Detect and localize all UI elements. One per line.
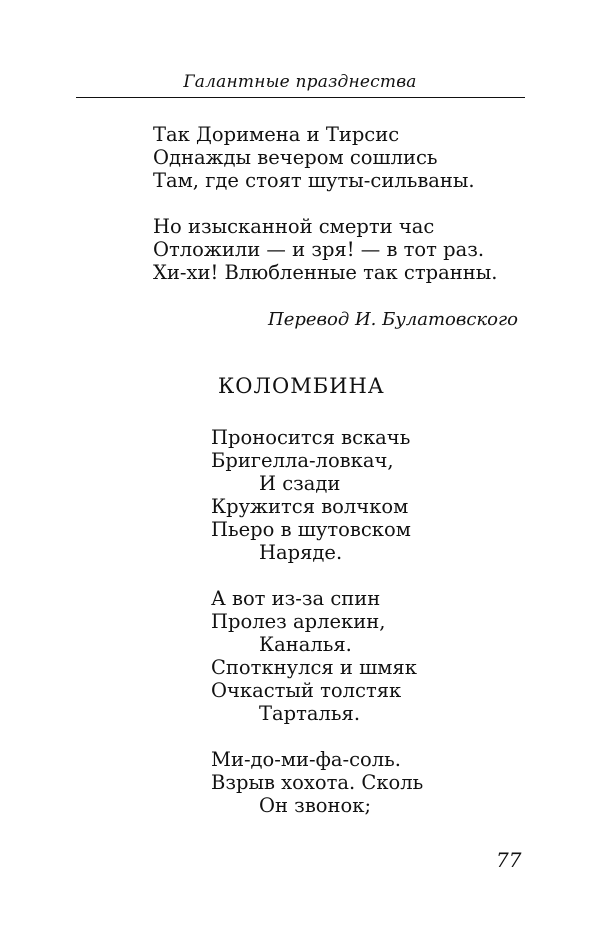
page-number: 77 bbox=[496, 848, 522, 872]
verse-line: Пьеро в шутовском bbox=[211, 518, 411, 541]
verse-line: Кружится волчком bbox=[211, 495, 409, 518]
verse-line: Но изысканной смерти час bbox=[153, 215, 435, 238]
verse-line: Ми-до-ми-фа-соль. bbox=[211, 748, 401, 771]
translator-credit: Перевод И. Булатовского bbox=[268, 309, 518, 330]
poem-title: КОЛОМБИНА bbox=[218, 374, 385, 398]
verse-line: Бригелла-ловкач, bbox=[211, 449, 394, 472]
verse-line-indented: Тарталья. bbox=[259, 702, 361, 725]
verse-line-indented: Наряде. bbox=[259, 541, 343, 564]
verse-line: Там, где стоят шуты-сильваны. bbox=[153, 169, 475, 192]
verse-line-indented: Он звонок; bbox=[259, 794, 372, 817]
verse-line: Отложили — и зря! — в тот раз. bbox=[153, 238, 485, 261]
verse-line: Пролез арлекин, bbox=[211, 610, 386, 633]
verse-line: Очкастый толстяк bbox=[211, 679, 402, 702]
stanza-break bbox=[211, 564, 423, 587]
verse-line: Проносится вскачь bbox=[211, 426, 411, 449]
stanza-break bbox=[211, 725, 423, 748]
verse-line: Взрыв хохота. Сколь bbox=[211, 771, 424, 794]
verse-line: А вот из-за спин bbox=[211, 587, 381, 610]
verse-line: Так Доримена и Тирсис bbox=[153, 123, 400, 146]
verse-line-indented: И сзади bbox=[259, 472, 341, 495]
running-head: Галантные празднества bbox=[183, 72, 417, 92]
verse-line: Споткнулся и шмяк bbox=[211, 656, 417, 679]
poem-columbine bbox=[211, 426, 423, 817]
verse-line: Однажды вечером сошлись bbox=[153, 146, 438, 169]
verse-line-indented: Каналья. bbox=[259, 633, 352, 656]
poem-dorimena bbox=[153, 123, 497, 284]
verse-line: Хи-хи! Влюбленные так странны. bbox=[153, 261, 498, 284]
stanza-break bbox=[153, 192, 497, 215]
header-rule bbox=[76, 97, 525, 98]
